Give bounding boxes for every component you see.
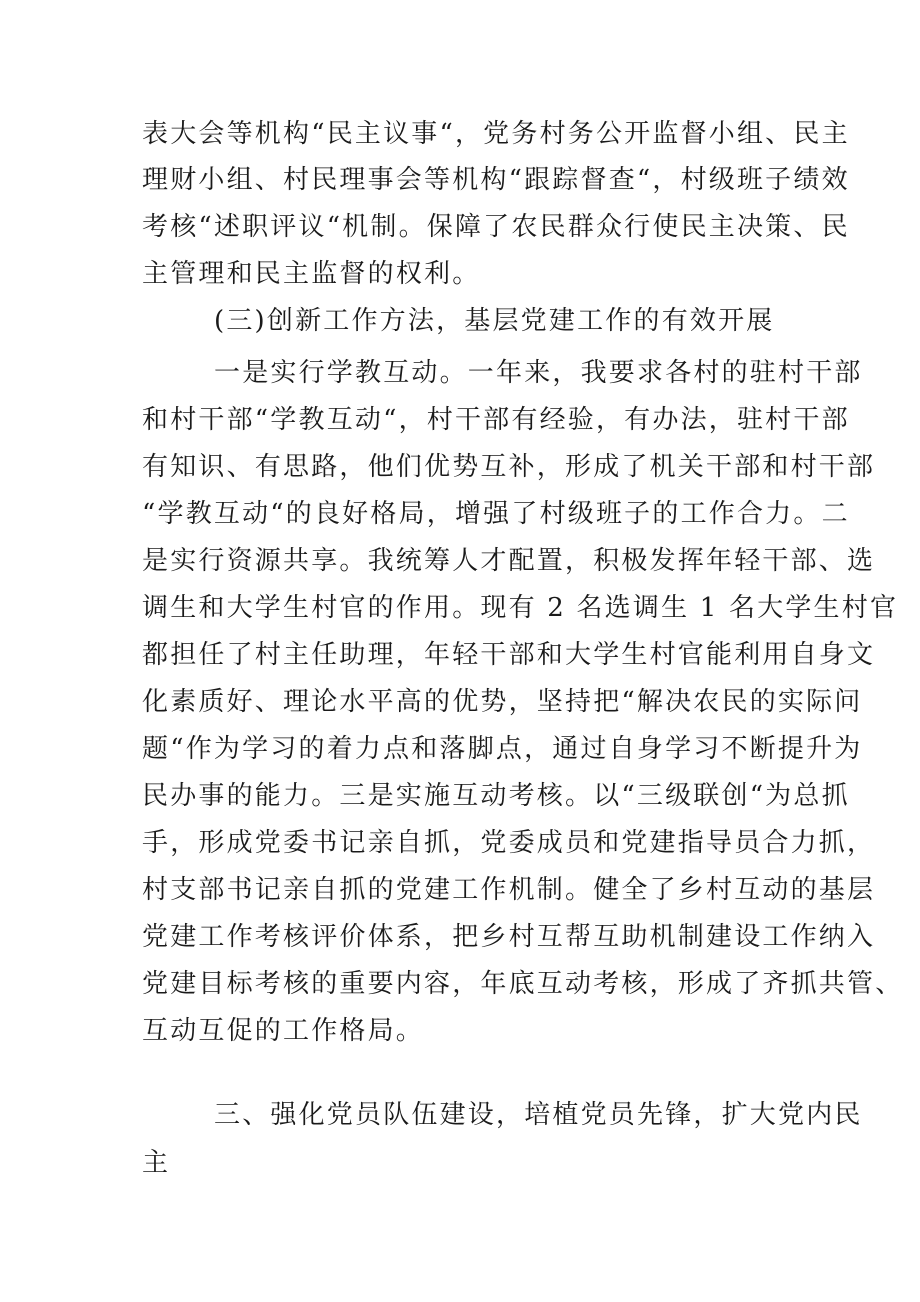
text-line: 化素质好、理论水平高的优势，坚持把“解决农民的实际问 bbox=[142, 687, 863, 717]
text-line: 党建目标考核的重要内容，年底互动考核，形成了齐抓共管、 bbox=[142, 969, 904, 999]
section-heading: (三)创新工作方法，基层党建工作的有效开展 bbox=[214, 306, 775, 336]
text-line: 互动互促的工作格局。 bbox=[142, 1016, 425, 1046]
text-line: 手，形成党委书记亲自抓，党委成员和党建指导员合力抓， bbox=[142, 828, 876, 858]
paragraph-start: 一是实行学教互动。一年来，我要求各村的驻村干部 bbox=[214, 358, 863, 388]
text-line: 有知识、有思路，他们优势互补，形成了机关干部和村干部 bbox=[142, 452, 876, 482]
text-line: 考核“述职评议“机制。保障了农民群众行使民主决策、民 bbox=[142, 212, 850, 242]
text-line: 村支部书记亲自抓的党建工作机制。健全了乡村互动的基层 bbox=[142, 875, 876, 905]
text-line: 党建工作考核评价体系，把乡村互帮互助机制建设工作纳入 bbox=[142, 922, 876, 952]
text-line: 民办事的能力。三是实施互动考核。以“三级联创“为总抓 bbox=[142, 781, 850, 811]
text-line: 题“作为学习的着力点和落脚点，通过自身学习不断提升为 bbox=[142, 734, 863, 764]
text-line: 理财小组、村民理事会等机构“跟踪督查“，村级班子绩效 bbox=[142, 165, 850, 195]
text-line: 和村干部“学教互动“，村干部有经验，有办法，驻村干部 bbox=[142, 405, 850, 435]
text-line: “学教互动“的良好格局，增强了村级班子的工作合力。二 bbox=[142, 499, 850, 529]
section-heading: 三、强化党员队伍建设，培植党员先锋，扩大党内民 bbox=[214, 1100, 863, 1130]
text-line: 主管理和民主监督的权利。 bbox=[142, 259, 481, 289]
text-line: 主 bbox=[142, 1148, 171, 1178]
text-line: 表大会等机构“民主议事“，党务村务公开监督小组、民主 bbox=[142, 119, 850, 149]
text-line: 都担任了村主任助理，年轻干部和大学生村官能利用自身文 bbox=[142, 640, 876, 670]
text-line: 是实行资源共享。我统筹人才配置，积极发挥年轻干部、选 bbox=[142, 546, 876, 576]
text-line: 调生和大学生村官的作用。现有 2 名选调生 1 名大学生村官 bbox=[142, 593, 899, 623]
